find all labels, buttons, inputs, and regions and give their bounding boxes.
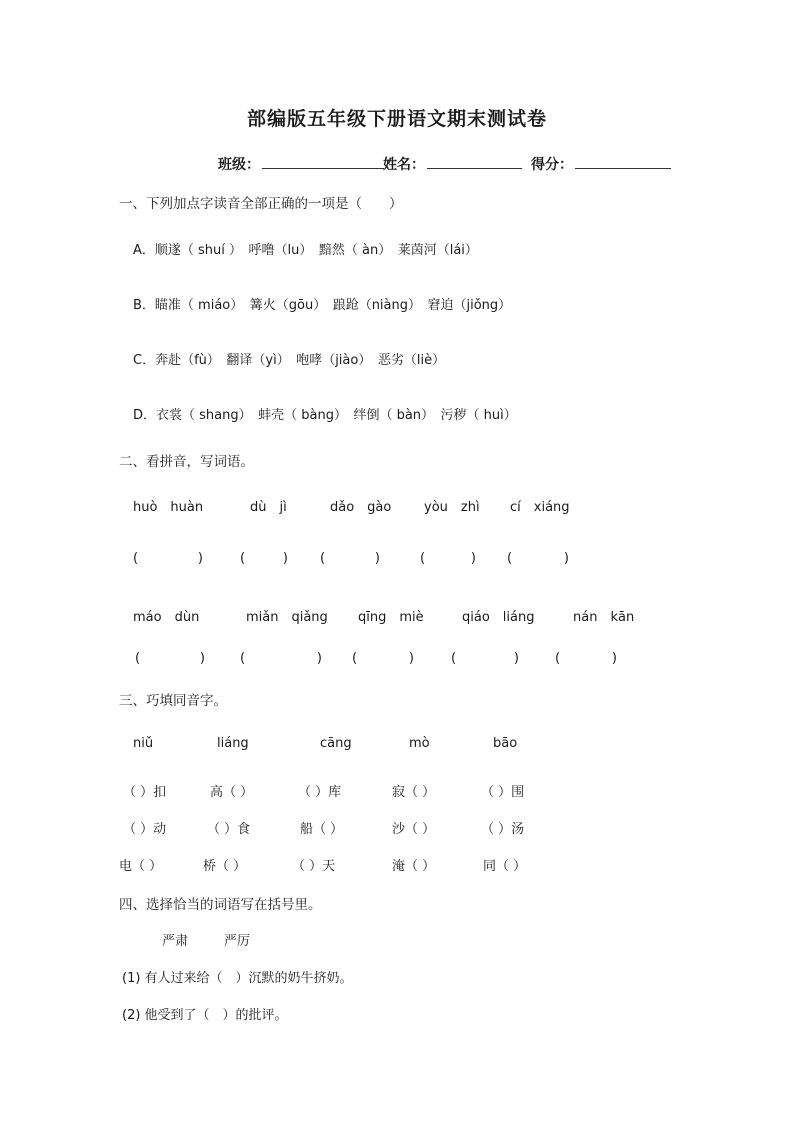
pinyin-item: cí xiáng [510,500,570,515]
fill-item[interactable]: （ ）动 [123,822,167,837]
question-item: (2) 他受到了（ ）的批评。 [122,1008,288,1023]
pinyin-item: yòu zhì [424,500,480,515]
fill-item[interactable]: （ ）扣 [123,785,167,800]
pinyin-item: niǔ [133,736,154,751]
answer-blank[interactable]: ( ) [135,651,205,666]
answer-blank[interactable]: ( ) [133,551,203,566]
pinyin-item: dǎo gào [330,500,392,515]
pinyin-item: liáng [217,736,249,751]
section4-heading: 四、选择恰当的词语写在括号里。 [119,897,322,913]
score-label: 得分： [531,157,573,173]
fill-item[interactable]: 沙（ ） [392,822,436,837]
pinyin-item: dù jì [250,500,287,515]
fill-item[interactable]: 电（ ） [119,859,163,874]
answer-blank[interactable]: ( ) [352,651,414,666]
answer-blank[interactable]: ( ) [240,651,322,666]
class-blank[interactable] [262,154,384,169]
fill-item[interactable]: 桥（ ） [203,859,247,874]
pinyin-item: cāng [320,736,352,751]
word-choice: 严肃 [162,934,189,949]
answer-blank[interactable]: ( ) [320,551,380,566]
fill-item[interactable]: 淹（ ） [392,859,436,874]
pinyin-item: qīng miè [358,610,424,625]
fill-item[interactable]: （ ）天 [292,859,336,874]
word-choice: 严厉 [224,934,251,949]
answer-blank[interactable]: ( ) [240,551,288,566]
fill-item[interactable]: 船（ ） [300,822,344,837]
question-item: (1) 有人过来给（ ）沉默的奶牛挤奶。 [122,971,353,986]
fill-item[interactable]: 同（ ） [483,859,527,874]
class-field [218,154,384,174]
pinyin-item: bāo [493,736,518,751]
fill-item[interactable]: 高（ ） [210,785,254,800]
name-field [383,154,522,174]
fill-item[interactable]: 寂（ ） [392,785,436,800]
answer-blank[interactable]: ( ) [555,651,617,666]
answer-blank[interactable]: ( ) [451,651,519,666]
answer-blank[interactable]: ( ) [507,551,569,566]
section3-heading: 三、巧填同音字。 [119,693,227,709]
pinyin-item: miǎn qiǎng [246,610,328,625]
fill-item[interactable]: （ ）库 [298,785,342,800]
fill-item[interactable]: （ ）食 [207,822,251,837]
option-d: D．衣裳（ shang） 蚌壳（ bàng） 绊倒（ bàn） 污秽（ huì） [133,408,517,423]
pinyin-item: máo dùn [133,610,200,625]
class-label: 班级： [218,157,260,173]
page-title: 部编版五年级下册语文期末测试卷 [246,108,547,130]
option-a: A．顺遂（ shuí ） 呼噜（lu） 黯然（ àn） 莱茵河（lái） [133,243,478,258]
name-label: 姓名： [383,157,425,173]
option-b: B．瞄准（ miáo） 篝火（gōu） 踉跄（niàng） 窘迫（jiǒng） [133,298,512,313]
pinyin-item: nán kān [573,610,635,625]
pinyin-item: mò [409,736,430,751]
section2-heading: 二、看拼音，写词语。 [119,454,254,470]
score-blank[interactable] [575,154,671,169]
fill-item[interactable]: （ ）汤 [481,822,525,837]
name-blank[interactable] [427,154,522,169]
pinyin-item: huò huàn [133,500,204,515]
score-field [531,154,671,174]
option-c: C．奔赴（fù） 翻译（yì） 咆哮（jiào） 恶劣（liè） [133,353,446,368]
pinyin-item: qiáo liáng [462,610,535,625]
answer-blank[interactable]: ( ) [420,551,476,566]
section1-heading: 一、下列加点字读音全部正确的一项是（ ） [119,196,403,212]
fill-item[interactable]: （ ）围 [481,785,525,800]
